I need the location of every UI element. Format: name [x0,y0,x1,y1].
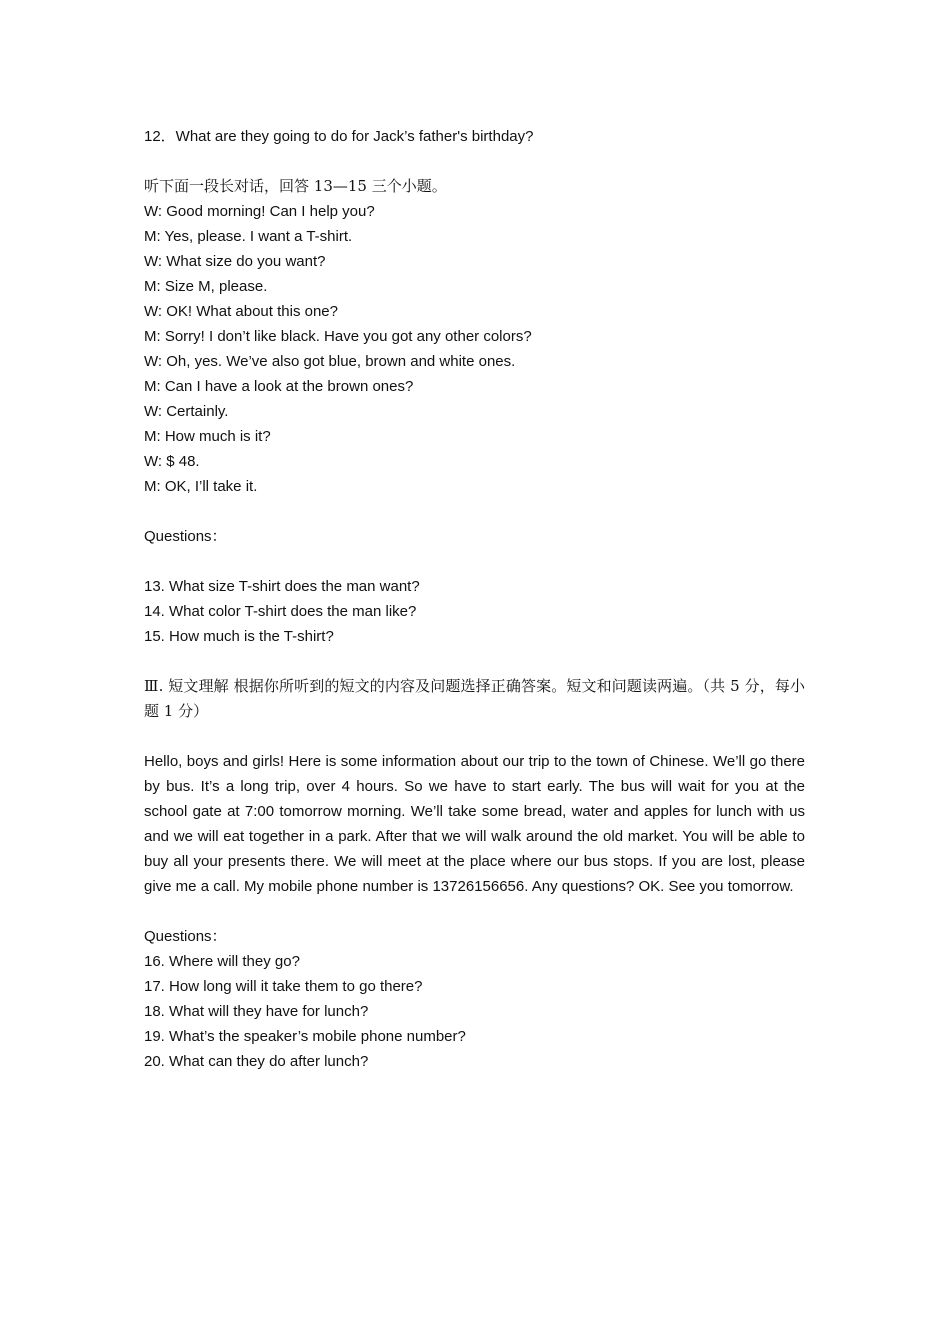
document-body [144,124,805,1074]
spacer [144,899,805,924]
question-item: 16. Where will they go? [144,953,300,970]
question-list-13-15 [144,574,805,649]
dialog-line: M: How much is it? [144,428,271,445]
dialog-line: W: OK! What about this one? [144,303,338,320]
question-item: 13. What size T-shirt does the man want? [144,578,420,595]
dialog-line: W: Good morning! Can I help you? [144,203,375,220]
question-12: 12．What are they going to do for Jack’s father's birthday? [144,128,534,145]
listening-passage: Hello, boys and girls! Here is some information about our trip to the town of Chinese. We’ll go there by bus. It’s a long trip, over 4 hours. So we have to start early. The bus will wait for you at the school gate at 7:00 tomorrow morning. We’ll take some bread, water and apples for lunch with us and we will eat together in a park. After that we will walk around the old market. You will be able to buy all your presents there. We will meet at the place where our bus stops. If you are lost, please give me a call. My mobile phone number is 13726156656. Any questions? OK. See you tomorrow. [144,753,805,895]
dialog-line: M: Yes, please. I want a T-shirt. [144,228,353,245]
question-item: 14. What color T-shirt does the man like? [144,603,417,620]
dialog-transcript [144,199,805,499]
spacer [144,724,805,749]
questions-label: Questions： [144,528,227,545]
spacer [144,499,805,524]
section-3-heading: Ⅲ. 短文理解 根据你所听到的短文的内容及问题选择正确答案。短文和问题读两遍。（共 5 分，每小题 1 分） [144,677,805,720]
question-item: 18. What will they have for lunch? [144,1003,369,1020]
dialog-line: M: OK, I’ll take it. [144,478,258,495]
dialog-line: M: Can I have a look at the brown ones? [144,378,414,395]
spacer [144,549,805,574]
question-item: 19. What’s the speaker’s mobile phone number? [144,1028,466,1045]
dialog-line: W: Oh, yes. We’ve also got blue, brown and white ones. [144,353,516,370]
question-item: 17. How long will it take them to go there? [144,978,423,995]
dialog-line: W: What size do you want? [144,253,326,270]
dialog-instruction: 听下面一段长对话，回答 13—15 三个小题。 [144,177,447,195]
dialog-line: W: Certainly. [144,403,229,420]
spacer [144,149,805,174]
dialog-line: M: Size M, please. [144,278,268,295]
question-item: 20. What can they do after lunch? [144,1053,369,1070]
question-item: 15. How much is the T-shirt? [144,628,334,645]
dialog-line: W: $ 48. [144,453,200,470]
spacer [144,649,805,674]
questions-label: Questions： [144,928,227,945]
question-list-16-20 [144,949,805,1074]
dialog-line: M: Sorry! I don’t like black. Have you got any other colors? [144,328,532,345]
